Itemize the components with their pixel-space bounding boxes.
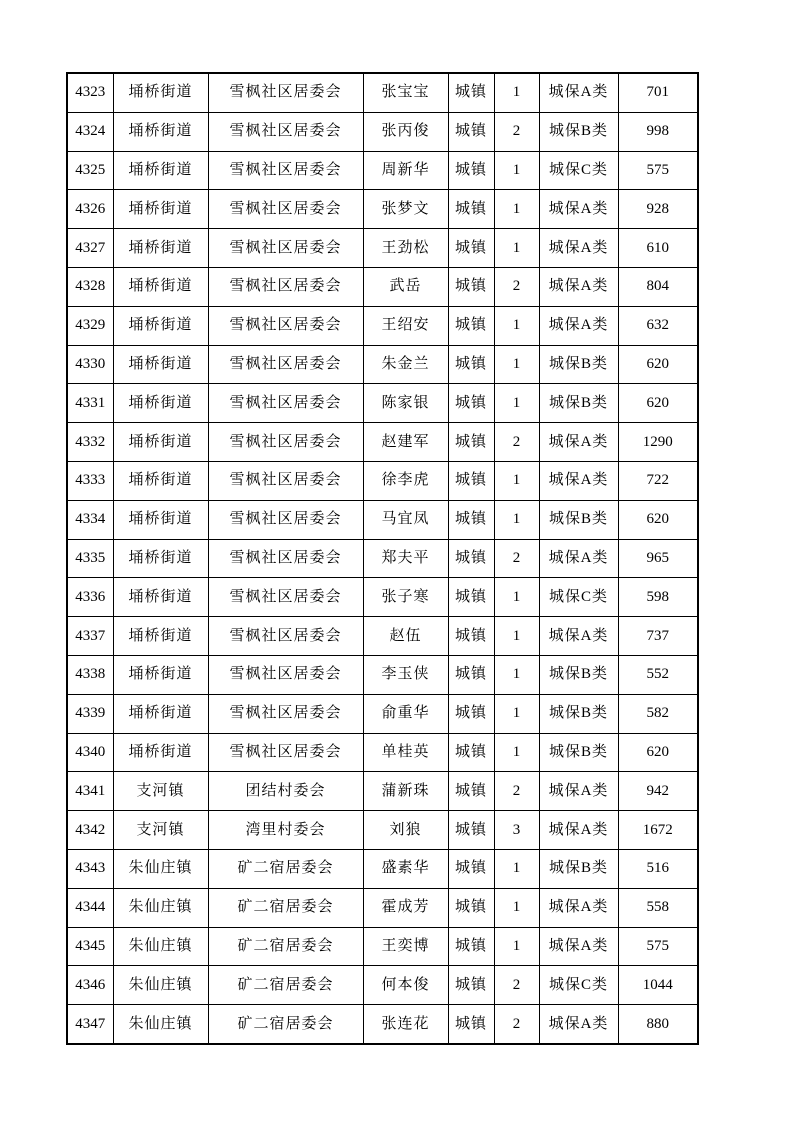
cell-person-count: 1: [494, 733, 539, 772]
cell-township: 埇桥街道: [113, 229, 208, 268]
cell-committee: 团结村委会: [208, 772, 363, 811]
cell-household-type: 城镇: [448, 694, 494, 733]
cell-amount: 610: [618, 229, 698, 268]
cell-serial: 4329: [67, 306, 113, 345]
cell-category: 城保A类: [539, 811, 618, 850]
cell-committee: 雪枫社区居委会: [208, 461, 363, 500]
cell-category: 城保A类: [539, 772, 618, 811]
cell-township: 埇桥街道: [113, 500, 208, 539]
table-row: [67, 384, 698, 423]
table-row: [67, 229, 698, 268]
cell-person-count: 1: [494, 151, 539, 190]
cell-person-count: 1: [494, 345, 539, 384]
cell-person-count: 1: [494, 617, 539, 656]
cell-township: 埇桥街道: [113, 151, 208, 190]
table-row: [67, 539, 698, 578]
cell-serial: 4343: [67, 849, 113, 888]
cell-committee: 雪枫社区居委会: [208, 539, 363, 578]
table-row: [67, 927, 698, 966]
cell-township: 埇桥街道: [113, 384, 208, 423]
cell-person-count: 1: [494, 306, 539, 345]
cell-township: 埇桥街道: [113, 423, 208, 462]
table-row: [67, 694, 698, 733]
cell-category: 城保A类: [539, 73, 618, 112]
table-row: [67, 112, 698, 151]
cell-category: 城保A类: [539, 617, 618, 656]
cell-household-type: 城镇: [448, 306, 494, 345]
cell-person-name: 武岳: [363, 267, 448, 306]
cell-household-type: 城镇: [448, 190, 494, 229]
cell-category: 城保B类: [539, 694, 618, 733]
cell-household-type: 城镇: [448, 112, 494, 151]
cell-category: 城保C类: [539, 578, 618, 617]
table-row: [67, 888, 698, 927]
cell-amount: 804: [618, 267, 698, 306]
cell-amount: 722: [618, 461, 698, 500]
cell-township: 埇桥街道: [113, 306, 208, 345]
table-row: [67, 849, 698, 888]
cell-category: 城保B类: [539, 112, 618, 151]
cell-household-type: 城镇: [448, 151, 494, 190]
cell-category: 城保A类: [539, 267, 618, 306]
cell-committee: 雪枫社区居委会: [208, 617, 363, 656]
cell-township: 埇桥街道: [113, 73, 208, 112]
cell-township: 埇桥街道: [113, 461, 208, 500]
cell-serial: 4340: [67, 733, 113, 772]
cell-serial: 4327: [67, 229, 113, 268]
cell-household-type: 城镇: [448, 500, 494, 539]
table-row: [67, 345, 698, 384]
cell-committee: 矿二宿居委会: [208, 849, 363, 888]
cell-person-count: 2: [494, 966, 539, 1005]
table-row: [67, 733, 698, 772]
cell-serial: 4346: [67, 966, 113, 1005]
cell-category: 城保A类: [539, 461, 618, 500]
cell-category: 城保A类: [539, 927, 618, 966]
cell-person-name: 盛素华: [363, 849, 448, 888]
cell-household-type: 城镇: [448, 849, 494, 888]
cell-category: 城保A类: [539, 229, 618, 268]
cell-category: 城保B类: [539, 384, 618, 423]
cell-amount: 620: [618, 345, 698, 384]
table-row: [67, 578, 698, 617]
cell-township: 埇桥街道: [113, 694, 208, 733]
cell-person-count: 1: [494, 578, 539, 617]
table-row: [67, 267, 698, 306]
cell-person-count: 1: [494, 888, 539, 927]
cell-person-count: 3: [494, 811, 539, 850]
cell-serial: 4335: [67, 539, 113, 578]
cell-person-count: 2: [494, 423, 539, 462]
cell-household-type: 城镇: [448, 927, 494, 966]
cell-amount: 632: [618, 306, 698, 345]
cell-person-count: 1: [494, 927, 539, 966]
cell-household-type: 城镇: [448, 345, 494, 384]
cell-person-name: 张子寒: [363, 578, 448, 617]
cell-committee: 雪枫社区居委会: [208, 112, 363, 151]
cell-person-count: 1: [494, 190, 539, 229]
cell-amount: 737: [618, 617, 698, 656]
cell-person-count: 1: [494, 500, 539, 539]
cell-township: 朱仙庄镇: [113, 966, 208, 1005]
cell-township: 埇桥街道: [113, 267, 208, 306]
cell-committee: 雪枫社区居委会: [208, 190, 363, 229]
cell-amount: 558: [618, 888, 698, 927]
cell-township: 朱仙庄镇: [113, 1005, 208, 1044]
table-row: [67, 190, 698, 229]
cell-household-type: 城镇: [448, 461, 494, 500]
cell-amount: 582: [618, 694, 698, 733]
cell-amount: 575: [618, 927, 698, 966]
cell-household-type: 城镇: [448, 772, 494, 811]
cell-household-type: 城镇: [448, 888, 494, 927]
cell-person-count: 1: [494, 694, 539, 733]
cell-person-name: 徐李虎: [363, 461, 448, 500]
cell-person-count: 2: [494, 1005, 539, 1044]
cell-person-name: 单桂英: [363, 733, 448, 772]
cell-amount: 928: [618, 190, 698, 229]
cell-serial: 4347: [67, 1005, 113, 1044]
cell-serial: 4323: [67, 73, 113, 112]
cell-amount: 942: [618, 772, 698, 811]
cell-person-name: 张梦文: [363, 190, 448, 229]
cell-serial: 4328: [67, 267, 113, 306]
cell-serial: 4332: [67, 423, 113, 462]
cell-committee: 雪枫社区居委会: [208, 151, 363, 190]
cell-amount: 1290: [618, 423, 698, 462]
cell-serial: 4342: [67, 811, 113, 850]
cell-amount: 598: [618, 578, 698, 617]
cell-township: 埇桥街道: [113, 578, 208, 617]
table-row: [67, 306, 698, 345]
table-row: [67, 500, 698, 539]
cell-amount: 1672: [618, 811, 698, 850]
cell-committee: 雪枫社区居委会: [208, 306, 363, 345]
cell-household-type: 城镇: [448, 578, 494, 617]
cell-person-name: 刘狼: [363, 811, 448, 850]
cell-serial: 4344: [67, 888, 113, 927]
cell-serial: 4331: [67, 384, 113, 423]
table-body: [67, 73, 698, 1044]
cell-person-count: 1: [494, 229, 539, 268]
cell-person-name: 张宝宝: [363, 73, 448, 112]
cell-person-count: 1: [494, 461, 539, 500]
cell-person-name: 赵伍: [363, 617, 448, 656]
cell-household-type: 城镇: [448, 73, 494, 112]
cell-person-name: 朱金兰: [363, 345, 448, 384]
cell-person-count: 1: [494, 384, 539, 423]
cell-township: 支河镇: [113, 811, 208, 850]
cell-person-name: 王劲松: [363, 229, 448, 268]
cell-category: 城保A类: [539, 423, 618, 462]
cell-serial: 4345: [67, 927, 113, 966]
cell-amount: 701: [618, 73, 698, 112]
cell-household-type: 城镇: [448, 811, 494, 850]
cell-person-name: 王奕博: [363, 927, 448, 966]
cell-township: 埇桥街道: [113, 617, 208, 656]
cell-person-name: 霍成芳: [363, 888, 448, 927]
cell-category: 城保A类: [539, 888, 618, 927]
cell-person-count: 2: [494, 112, 539, 151]
cell-township: 朱仙庄镇: [113, 927, 208, 966]
cell-amount: 1044: [618, 966, 698, 1005]
cell-person-count: 2: [494, 539, 539, 578]
cell-category: 城保B类: [539, 849, 618, 888]
cell-committee: 雪枫社区居委会: [208, 655, 363, 694]
table-row: [67, 617, 698, 656]
cell-township: 埇桥街道: [113, 539, 208, 578]
cell-person-name: 李玉侠: [363, 655, 448, 694]
table-row: [67, 1005, 698, 1044]
cell-serial: 4325: [67, 151, 113, 190]
cell-amount: 880: [618, 1005, 698, 1044]
cell-person-name: 王绍安: [363, 306, 448, 345]
cell-household-type: 城镇: [448, 655, 494, 694]
welfare-roster-table: [66, 72, 699, 1045]
cell-serial: 4339: [67, 694, 113, 733]
cell-household-type: 城镇: [448, 617, 494, 656]
cell-amount: 620: [618, 733, 698, 772]
cell-person-count: 2: [494, 772, 539, 811]
cell-serial: 4334: [67, 500, 113, 539]
cell-township: 朱仙庄镇: [113, 849, 208, 888]
cell-category: 城保C类: [539, 151, 618, 190]
cell-committee: 雪枫社区居委会: [208, 578, 363, 617]
cell-category: 城保B类: [539, 345, 618, 384]
cell-category: 城保A类: [539, 190, 618, 229]
cell-person-name: 何本俊: [363, 966, 448, 1005]
cell-household-type: 城镇: [448, 966, 494, 1005]
cell-amount: 516: [618, 849, 698, 888]
cell-serial: 4338: [67, 655, 113, 694]
cell-township: 埇桥街道: [113, 345, 208, 384]
cell-category: 城保B类: [539, 655, 618, 694]
cell-person-name: 周新华: [363, 151, 448, 190]
cell-amount: 965: [618, 539, 698, 578]
table-row: [67, 461, 698, 500]
cell-township: 朱仙庄镇: [113, 888, 208, 927]
cell-amount: 620: [618, 384, 698, 423]
cell-person-count: 1: [494, 849, 539, 888]
cell-person-name: 郑夫平: [363, 539, 448, 578]
cell-category: 城保B类: [539, 500, 618, 539]
cell-serial: 4330: [67, 345, 113, 384]
table-row: [67, 423, 698, 462]
cell-committee: 雪枫社区居委会: [208, 500, 363, 539]
cell-category: 城保C类: [539, 966, 618, 1005]
cell-category: 城保B类: [539, 733, 618, 772]
table-row: [67, 73, 698, 112]
cell-committee: 湾里村委会: [208, 811, 363, 850]
cell-amount: 620: [618, 500, 698, 539]
cell-household-type: 城镇: [448, 267, 494, 306]
cell-amount: 575: [618, 151, 698, 190]
cell-household-type: 城镇: [448, 1005, 494, 1044]
cell-serial: 4341: [67, 772, 113, 811]
table-row: [67, 151, 698, 190]
cell-person-name: 赵建军: [363, 423, 448, 462]
cell-person-name: 张丙俊: [363, 112, 448, 151]
cell-committee: 雪枫社区居委会: [208, 694, 363, 733]
cell-serial: 4333: [67, 461, 113, 500]
table-row: [67, 811, 698, 850]
cell-household-type: 城镇: [448, 384, 494, 423]
cell-committee: 矿二宿居委会: [208, 1005, 363, 1044]
cell-person-count: 1: [494, 73, 539, 112]
cell-person-name: 陈家银: [363, 384, 448, 423]
cell-category: 城保A类: [539, 1005, 618, 1044]
cell-township: 埇桥街道: [113, 190, 208, 229]
cell-serial: 4336: [67, 578, 113, 617]
cell-person-count: 2: [494, 267, 539, 306]
cell-amount: 998: [618, 112, 698, 151]
cell-household-type: 城镇: [448, 229, 494, 268]
table-row: [67, 966, 698, 1005]
cell-township: 埇桥街道: [113, 112, 208, 151]
table-row: [67, 772, 698, 811]
cell-serial: 4337: [67, 617, 113, 656]
cell-person-name: 马宜凤: [363, 500, 448, 539]
cell-category: 城保A类: [539, 306, 618, 345]
cell-person-count: 1: [494, 655, 539, 694]
cell-household-type: 城镇: [448, 539, 494, 578]
cell-person-name: 俞重华: [363, 694, 448, 733]
table-row: [67, 655, 698, 694]
cell-committee: 雪枫社区居委会: [208, 229, 363, 268]
cell-committee: 矿二宿居委会: [208, 888, 363, 927]
cell-committee: 雪枫社区居委会: [208, 384, 363, 423]
cell-person-name: 蒲新珠: [363, 772, 448, 811]
cell-amount: 552: [618, 655, 698, 694]
cell-township: 支河镇: [113, 772, 208, 811]
cell-household-type: 城镇: [448, 423, 494, 462]
cell-township: 埇桥街道: [113, 655, 208, 694]
cell-serial: 4326: [67, 190, 113, 229]
cell-committee: 矿二宿居委会: [208, 927, 363, 966]
cell-committee: 雪枫社区居委会: [208, 733, 363, 772]
cell-township: 埇桥街道: [113, 733, 208, 772]
cell-committee: 雪枫社区居委会: [208, 345, 363, 384]
cell-committee: 矿二宿居委会: [208, 966, 363, 1005]
cell-serial: 4324: [67, 112, 113, 151]
cell-committee: 雪枫社区居委会: [208, 73, 363, 112]
cell-category: 城保A类: [539, 539, 618, 578]
cell-committee: 雪枫社区居委会: [208, 423, 363, 462]
cell-household-type: 城镇: [448, 733, 494, 772]
cell-committee: 雪枫社区居委会: [208, 267, 363, 306]
cell-person-name: 张连花: [363, 1005, 448, 1044]
